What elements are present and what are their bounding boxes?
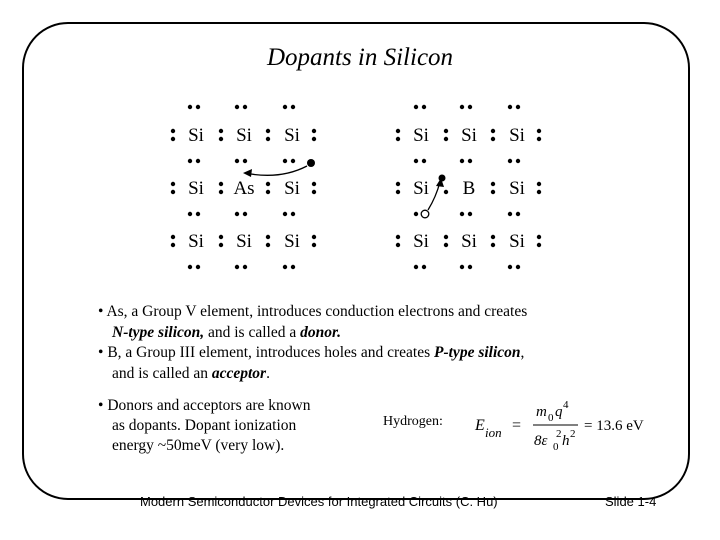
bullet-as-text: As, a Group V element, introduces conduction electrons and creates (106, 303, 528, 320)
note-text-1: Donors and acceptors are known (107, 397, 311, 414)
formula-num-m: m (536, 404, 547, 420)
hydrogen-label: Hydrogen: (383, 414, 443, 429)
formula-equals: = (512, 417, 522, 434)
formula-den-sup: 2 (556, 428, 562, 440)
bullet-b-post: , (520, 344, 525, 361)
term-acceptor: acceptor (211, 364, 267, 382)
atom-label: Si (413, 178, 429, 199)
atom-label: Si (236, 125, 252, 146)
dopant-as-label: As (233, 178, 255, 199)
footer-course: Modern Semiconductor Devices for Integrated Circuits (C. Hu) (140, 494, 498, 509)
bullet-b-line2-post: . (266, 364, 270, 382)
note-line-3: energy ~50meV (very low). (112, 437, 285, 454)
atom-label: Si (413, 231, 429, 252)
bullet-as: • As, a Group V element, introduces conduction electrons and creates (98, 303, 528, 320)
atom-label: Si (188, 125, 204, 146)
atom-label: Si (461, 231, 477, 252)
note-line-2: as dopants. Dopant ionization (112, 417, 297, 434)
formula-den-h-sup: 2 (570, 428, 576, 440)
atom-label: Si (188, 178, 204, 199)
formula-den: 8ε (534, 433, 548, 449)
formula-den-sub: 0 (553, 441, 559, 453)
formula-den-h: h (562, 433, 570, 449)
atom-label: Si (509, 125, 525, 146)
formula-num-q: q (555, 404, 563, 420)
atom-label: Si (284, 178, 300, 199)
bullet-b-line2: and is called an (112, 364, 212, 382)
atom-label: Si (236, 231, 252, 252)
atom-label: Si (413, 125, 429, 146)
formula-lhs-sub: ion (485, 425, 502, 440)
dopant-b-label: B (462, 178, 476, 199)
atom-label: Si (509, 178, 525, 199)
term-donor: donor. (300, 323, 342, 341)
atom-label: Si (284, 125, 300, 146)
formula-num-sub: 0 (548, 412, 554, 424)
atom-label: Si (188, 231, 204, 252)
formula-result: = 13.6 eV (584, 418, 644, 434)
atom-label: Si (284, 231, 300, 252)
atom-label: Si (461, 125, 477, 146)
formula-num-sup: 4 (563, 399, 569, 411)
bullet-b: • B, a Group III element, introduces holes and creates P-type silicon, (98, 344, 525, 361)
atom-label: Si (509, 231, 525, 252)
bullet-as-mid: and is called a (204, 323, 301, 341)
bullet-b-text: B, a Group III element, introduces holes and creates (107, 344, 434, 361)
slide-title: Dopants in Silicon (266, 44, 454, 71)
term-n-type: N-type silicon, (112, 323, 205, 341)
term-p-type: P-type silicon (434, 344, 521, 361)
formula-lhs: E (475, 417, 485, 434)
footer-slide-number: Slide 1-4 (605, 494, 657, 509)
note-line-1: • Donors and acceptors are known (98, 397, 311, 414)
